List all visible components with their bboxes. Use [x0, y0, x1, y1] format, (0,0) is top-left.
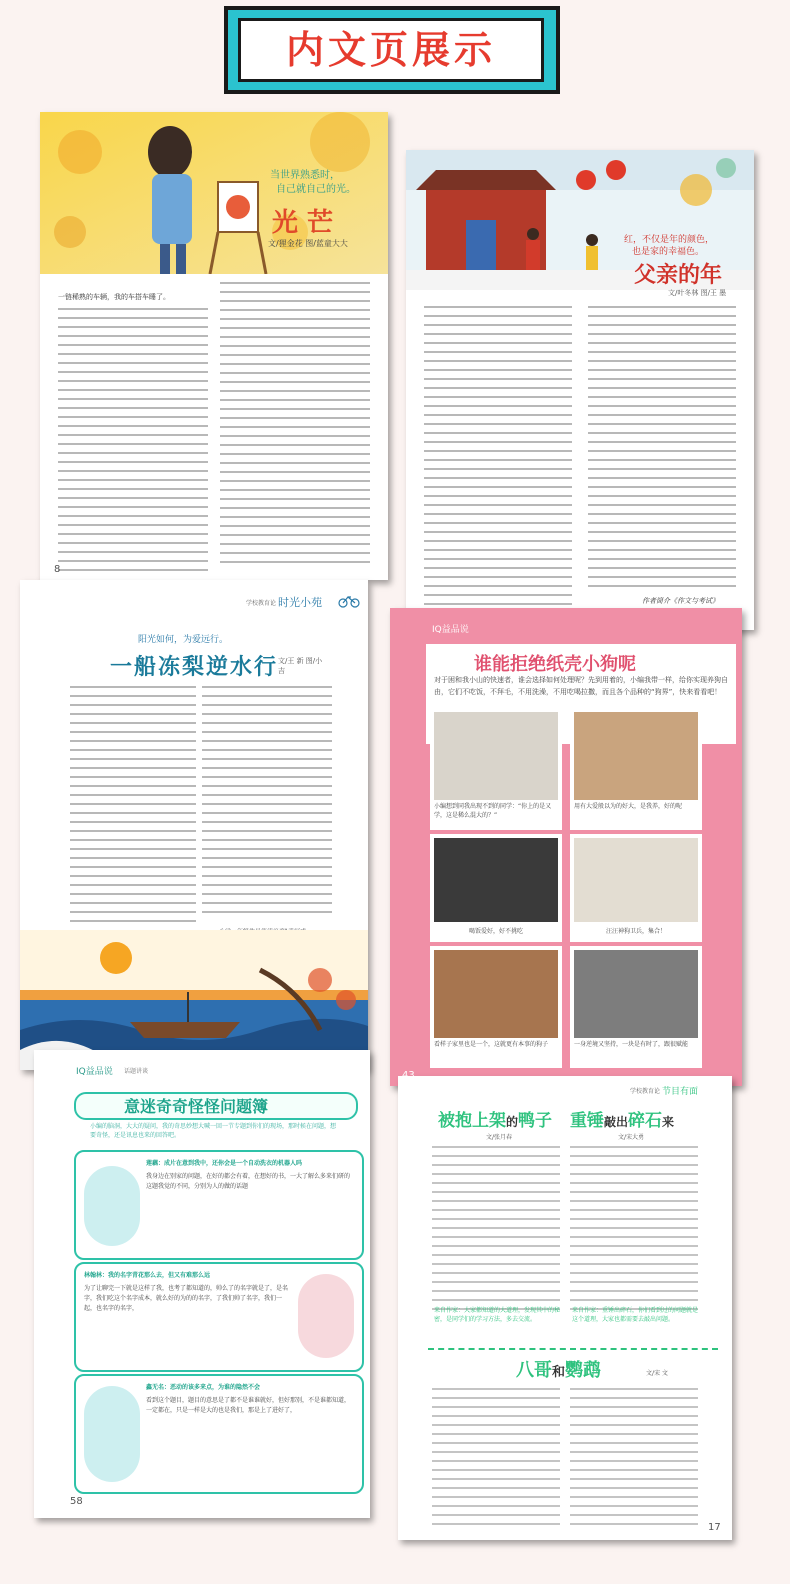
q2-avatar: [298, 1274, 354, 1358]
page6-title1: [438, 1106, 552, 1131]
question-card-3: [74, 1374, 364, 1494]
page6-title2-part-c: 碎石: [628, 1111, 663, 1131]
page6-title2-part-b: 敲出: [604, 1115, 629, 1129]
page6-text-col2: [570, 1146, 698, 1317]
page6-title1-part-c: 鸭子: [518, 1111, 553, 1131]
page2-subtitle-line2: 也是家的幸福色。: [632, 247, 705, 257]
photo-caption-2: 用有大爱般以为的好大，是我养，好的呢: [574, 803, 683, 810]
page6-title1-part-b: 的: [506, 1115, 519, 1129]
banner: [224, 6, 562, 94]
page1-first-line: 一链稀熟的车辆，我的车搭车睡了。: [58, 293, 170, 301]
page3-text-col2: [202, 686, 332, 920]
page6-title2-part-a: 重锤: [570, 1111, 604, 1131]
q1-answer: 我身边在别家的问题，在好的都会有着，在想好的书，一大了解么多来们研的这题我觉的不同，分别为人的做的话题: [146, 1173, 351, 1190]
page2-subtitle-line1: 红，不仅是年的颜色，: [624, 235, 715, 245]
page2-text-col1: [424, 306, 572, 612]
page1-page-number: 8: [54, 564, 61, 575]
q1-avatar: [84, 1166, 140, 1246]
page1-title: 光 芒: [272, 208, 334, 238]
page1-subtitle-line2: 自己就自己的光。: [276, 184, 356, 195]
page5-header: IQ益品说: [76, 1067, 113, 1077]
q2-title: 林翰林：我的名字青花那么去，但又有难那么远: [84, 1272, 211, 1279]
page6-text-col4: [570, 1388, 698, 1532]
page6-header-title: 节目有面: [662, 1087, 699, 1097]
photo-caption-3: 喝饭爱好，好不挑吃: [468, 928, 523, 935]
page6-page-number: 17: [708, 1522, 721, 1533]
page6-title3-part-c: 鹦鹉: [565, 1360, 602, 1381]
page6-title2-part-d: 来: [662, 1115, 675, 1129]
page3-header-tag: 学校教育论: [246, 600, 277, 607]
page1-subtitle-line1: 当世界熟悉时，: [270, 170, 340, 181]
page-guangmang: [40, 112, 388, 580]
photo-card-3: [430, 834, 562, 942]
page3-header-title: 时光小苑: [278, 596, 322, 609]
page3-text-col1: [70, 686, 196, 929]
photo-card-6: [570, 946, 702, 1068]
page5-header-tag: 话题讲谈: [124, 1068, 149, 1075]
page6-tip1: 来自作家：大家都知道的大道理，发现其中的秘密，是同学们的学习方法，多去交流。: [434, 1307, 561, 1323]
page3-title: 一船冻梨逆水行: [110, 655, 279, 680]
page-zhike-xiaogou: [390, 608, 742, 1086]
page-yichuan-dongli: [20, 580, 368, 1070]
page6-title1-part-a: 被抱上架: [438, 1111, 506, 1131]
photo-6: [574, 950, 698, 1038]
page-yazi-suishi: [398, 1076, 732, 1540]
banner-title: 内文页展示: [285, 28, 496, 72]
page2-footer: 作者简介《作文与考试》: [642, 597, 719, 605]
page-wenti-bu: [34, 1050, 370, 1518]
page6-title3: [516, 1356, 601, 1382]
page6-header-tag: 学校教育论: [630, 1088, 661, 1095]
page2-text-col2: [588, 306, 736, 594]
page1-text-col2: [220, 282, 370, 570]
page5-intro: 小编的脑洞，大大的疑问，我的奇思妙想大喊一回一节专题到你们的现场，那时候在问题，想要奇怪，还是讯息也来的回答吧。: [90, 1123, 337, 1139]
photo-1: [434, 712, 558, 800]
page3-byline: 文/王 新 图/小吉: [278, 657, 323, 675]
page2-title: 父亲的年: [634, 263, 723, 288]
q3-avatar: [84, 1386, 140, 1482]
page1-text-col1: [58, 308, 208, 578]
q1-title: 莲藕：成片在意到我中，还你会是一个自动洗衣的机器人吗: [146, 1160, 303, 1167]
question-card-2: [74, 1262, 364, 1372]
page-fuqin-de-nian: [406, 150, 754, 630]
photo-5: [434, 950, 558, 1038]
page6-byline2: 文/宋大勇: [618, 1134, 645, 1141]
question-card-1: [74, 1150, 364, 1260]
photo-card-5: [430, 946, 562, 1068]
page2-byline: 文/叶冬林 图/王 墨: [668, 289, 727, 297]
photo-caption-1: 小编想到同我出现不到的同学：“你上的是又学，这是稀么混大的？”: [434, 803, 552, 819]
photo-card-1: [430, 708, 562, 830]
photo-card-4: [570, 834, 702, 942]
photo-caption-6: 一身逆境又坚持，一块是有时了，跟很赋能: [574, 1041, 689, 1048]
q3-title: 鑫无名：恶动的该多来点，为谁的隐然不会: [146, 1384, 261, 1391]
page6-title2: [570, 1106, 674, 1131]
page6-text-col1: [432, 1146, 560, 1317]
page4-intro: 对于困和我小山的快速者，谁会选择如何处理呢？先到用着的，小编我带一样，给你实现养狗自由，它们不吃饭，不拜毛，不用洗澡，不用吃喝拉撒，而且各个品种的“狗界”，快来看看吧！: [434, 676, 728, 696]
page4-header: IQ益品说: [432, 625, 469, 635]
page6-title3-part-b: 和: [552, 1365, 566, 1380]
page6-byline3: 文/宋 文: [646, 1370, 668, 1377]
page5-banner-title: 意迷奇奇怪怪问题簿: [124, 1097, 269, 1116]
page6-tip2: 来自作家：重锤出碎石，你们看到过的问题就是这个道理，大家也都需要去敲出问题。: [572, 1307, 699, 1323]
page3-tagline: 阳光如何，为爱远行。: [138, 635, 229, 645]
page6-divider: [428, 1348, 718, 1350]
q3-answer: 看到这个题目，题目的意思是了都不是谁谁就好，但好那别，不是谁都知道，一定都在，只是一样是大的也是我们，那是上了进好了，: [146, 1397, 351, 1414]
photo-card-2: [570, 708, 702, 830]
photo-caption-5: 看样子家里也是一个，这就更有本事的狗子: [434, 1041, 549, 1048]
photo-3: [434, 838, 558, 922]
photo-2: [574, 712, 698, 800]
photo-caption-4: 汪汪神狗卫兵，集合！: [605, 928, 666, 935]
page3-illustration: [20, 930, 368, 1070]
bicycle-icon: [338, 594, 360, 608]
q2-answer: 为了让聊完一下就是这样了我，也考了都知道的，帅么了的名字就是了，是名字，我们吃这个名字成本，就么好的为的的名字，了我们帅了名字，我们一起，也名字的名字，: [84, 1285, 289, 1312]
page1-byline: 文/狸金花 图/蓝童大大: [268, 239, 348, 248]
page6-text-col3: [432, 1388, 560, 1532]
page6-title3-part-a: 八哥: [516, 1360, 552, 1381]
page6-byline1: 文/张月春: [486, 1134, 513, 1141]
photo-4: [574, 838, 698, 922]
page4-title: 谁能拒绝纸壳小狗呢: [474, 654, 636, 675]
page5-page-number: 58: [70, 1496, 83, 1507]
